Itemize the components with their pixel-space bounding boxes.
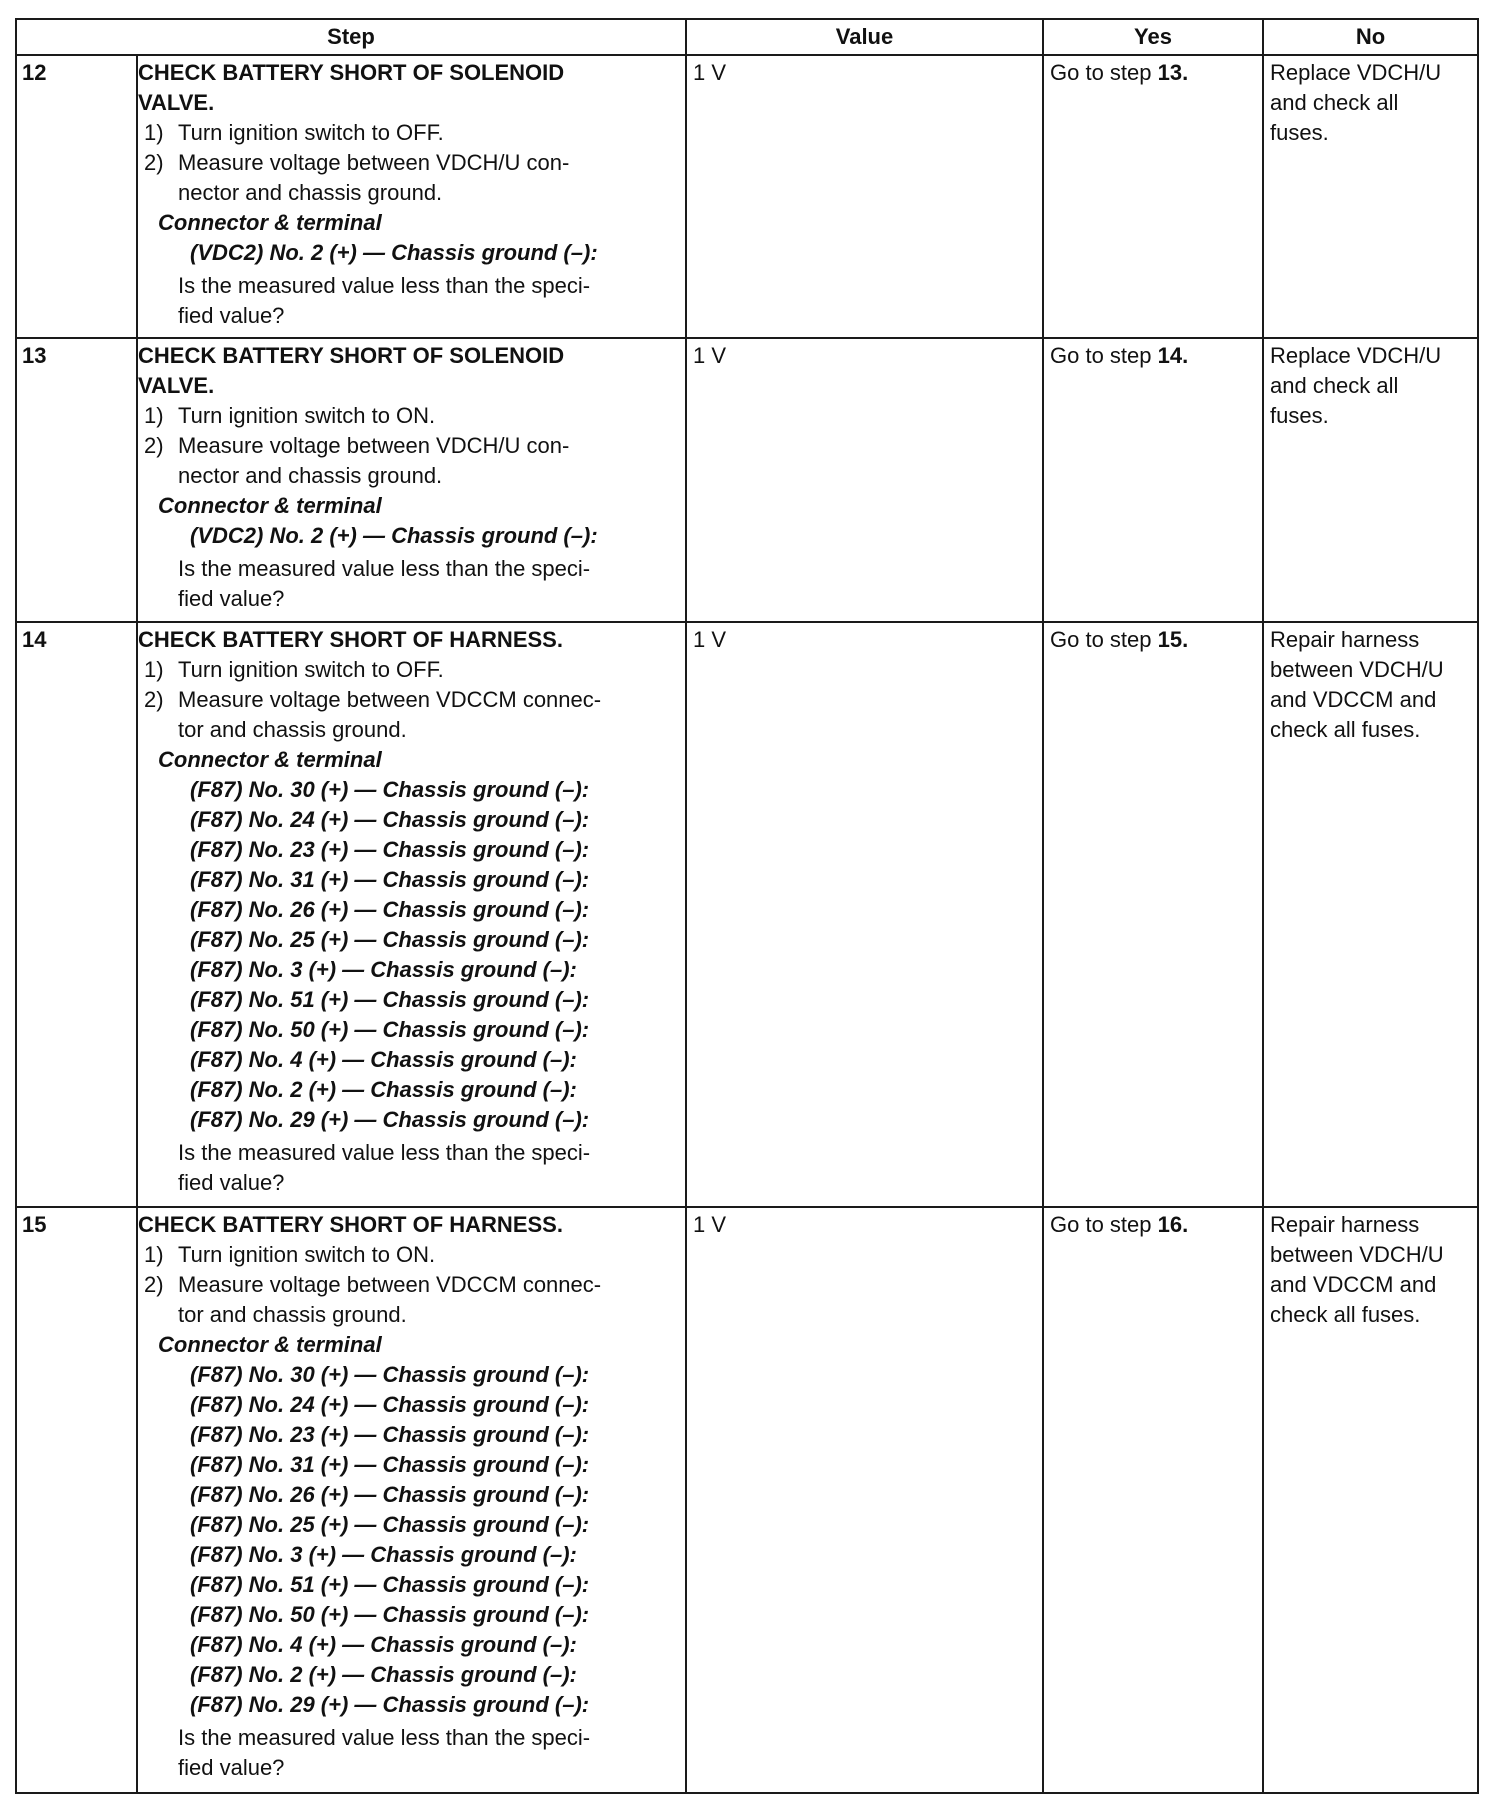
connector-terminal-line: (F87) No. 51 (+) — Chassis ground (–):	[190, 986, 590, 1012]
no-action-line: and check all	[1270, 90, 1399, 115]
procedure-line: tor and chassis ground.	[178, 716, 407, 742]
no-action-line: between VDCH/U	[1270, 656, 1444, 682]
no-action	[1263, 55, 1478, 338]
check-question-line: Is the measured value less than the speci-	[178, 1139, 591, 1165]
yes-action-text: Go to step	[1050, 60, 1158, 85]
check-question-line: fied value?	[178, 303, 285, 328]
connector-terminal-line: (F87) No. 26 (+) — Chassis ground (–):	[190, 1482, 590, 1508]
step-title: VALVE.	[138, 90, 215, 115]
no-action-line: Repair harness	[1270, 1212, 1420, 1238]
no-action-line: and VDCCM and	[1270, 1272, 1437, 1298]
connector-terminal-line: (F87) No. 23 (+) — Chassis ground (–):	[190, 1422, 590, 1448]
step-number: 14	[16, 622, 137, 1208]
header-no: No	[1263, 19, 1478, 55]
procedure-item	[138, 1270, 679, 1330]
no-action-line: Replace VDCH/U	[1270, 343, 1442, 369]
procedure-item	[138, 148, 679, 208]
connector-terminal-line: (F87) No. 26 (+) — Chassis ground (–):	[190, 896, 590, 922]
check-question-line: fied value?	[178, 1169, 285, 1195]
no-action	[1263, 338, 1478, 621]
no-action-line: check all fuses.	[1270, 716, 1421, 742]
no-action	[1263, 1207, 1478, 1793]
connector-heading: Connector & terminal	[158, 210, 382, 235]
header-step: Step	[16, 19, 686, 55]
procedure-line: nector and chassis ground.	[178, 463, 443, 489]
connector-terminal-line: (F87) No. 29 (+) — Chassis ground (–):	[190, 1692, 590, 1718]
no-action-line: and check all	[1270, 373, 1399, 399]
yes-step-reference: 15.	[1157, 626, 1189, 652]
step-row	[16, 1207, 1478, 1793]
diagnostic-table	[15, 18, 1479, 1794]
connector-terminal-line: (F87) No. 30 (+) — Chassis ground (–):	[190, 1362, 590, 1388]
check-question	[138, 1720, 679, 1783]
connector-terminal-line: (F87) No. 4 (+) — Chassis ground (–):	[190, 1632, 577, 1658]
step-row	[16, 55, 1478, 338]
step-title: CHECK BATTERY SHORT OF SOLENOID	[138, 60, 565, 85]
connector-terminal-line: (F87) No. 4 (+) — Chassis ground (–):	[190, 1046, 577, 1072]
connector-terminal-line: (F87) No. 30 (+) — Chassis ground (–):	[190, 776, 590, 802]
connector-terminal-line: (F87) No. 3 (+) — Chassis ground (–):	[190, 1542, 577, 1568]
no-action-line: fuses.	[1270, 120, 1329, 145]
header-yes: Yes	[1043, 19, 1263, 55]
procedure-item-number: 1)	[144, 1242, 164, 1268]
yes-action-text: Go to step	[1050, 343, 1158, 369]
check-question-line: Is the measured value less than the speci-	[178, 1725, 591, 1751]
no-action-line: check all fuses.	[1270, 1302, 1421, 1328]
step-description	[137, 55, 686, 338]
spec-value: 1 V	[686, 338, 1043, 621]
check-question	[138, 551, 679, 614]
connector-terminal-line: (VDC2) No. 2 (+) — Chassis ground (–):	[190, 523, 598, 549]
yes-step-reference: 16.	[1157, 1212, 1189, 1238]
connector-terminal-line: (F87) No. 31 (+) — Chassis ground (–):	[190, 1452, 590, 1478]
no-action-line: Repair harness	[1270, 626, 1420, 652]
connector-terminal-line: (F87) No. 51 (+) — Chassis ground (–):	[190, 1572, 590, 1598]
check-question-line: fied value?	[178, 1755, 285, 1781]
spec-value: 1 V	[686, 622, 1043, 1208]
procedure-line: Turn ignition switch to OFF.	[178, 120, 444, 145]
step-row	[16, 338, 1478, 621]
procedure-line: Turn ignition switch to ON.	[178, 1242, 436, 1268]
procedure-item-text	[178, 118, 679, 148]
procedure-item-number: 1)	[144, 403, 164, 429]
procedure-item-text	[178, 655, 679, 685]
check-question-line: Is the measured value less than the speci-	[178, 556, 591, 582]
yes-action-text: Go to step	[1050, 626, 1158, 652]
yes-action	[1043, 55, 1263, 338]
connector-terminal-line: (F87) No. 50 (+) — Chassis ground (–):	[190, 1016, 590, 1042]
procedure-line: Measure voltage between VDCCM connec-	[178, 1272, 602, 1298]
connector-heading: Connector & terminal	[158, 493, 382, 519]
connector-terminal-line: (F87) No. 50 (+) — Chassis ground (–):	[190, 1602, 590, 1628]
yes-action	[1043, 338, 1263, 621]
check-question	[138, 1135, 679, 1198]
yes-step-reference: 14.	[1157, 343, 1189, 369]
procedure-item	[138, 118, 679, 148]
yes-action	[1043, 1207, 1263, 1793]
connector-terminal-line: (F87) No. 25 (+) — Chassis ground (–):	[190, 926, 590, 952]
procedure-item	[138, 1240, 679, 1270]
procedure-item-number: 2)	[144, 433, 164, 459]
connector-terminal-line: (F87) No. 2 (+) — Chassis ground (–):	[190, 1662, 577, 1688]
check-question-line: Is the measured value less than the speci-	[178, 273, 591, 298]
header-value: Value	[686, 19, 1043, 55]
yes-step-reference: 13.	[1157, 60, 1189, 85]
procedure-item-text	[178, 148, 679, 208]
step-title: CHECK BATTERY SHORT OF SOLENOID	[138, 343, 565, 369]
step-row	[16, 622, 1478, 1208]
procedure-item-number: 1)	[144, 656, 164, 682]
spec-value: 1 V	[686, 55, 1043, 338]
procedure-item-text	[178, 1240, 679, 1270]
connector-terminal-line: (F87) No. 25 (+) — Chassis ground (–):	[190, 1512, 590, 1538]
procedure-item-number: 2)	[144, 150, 164, 175]
step-description	[137, 338, 686, 621]
step-title: VALVE.	[138, 373, 215, 399]
step-description	[137, 622, 686, 1208]
connector-terminal-line: (F87) No. 3 (+) — Chassis ground (–):	[190, 956, 577, 982]
header-row	[16, 19, 1478, 55]
step-title: CHECK BATTERY SHORT OF HARNESS.	[138, 1212, 563, 1238]
check-question-line: fied value?	[178, 586, 285, 612]
procedure-item	[138, 655, 679, 685]
procedure-item	[138, 685, 679, 745]
step-number: 12	[16, 55, 137, 338]
no-action-line: fuses.	[1270, 403, 1329, 429]
procedure-item-text	[178, 401, 679, 431]
procedure-line: Measure voltage between VDCH/U con-	[178, 433, 570, 459]
procedure-item-text	[178, 685, 679, 745]
procedure-line: tor and chassis ground.	[178, 1302, 407, 1328]
no-action-line: between VDCH/U	[1270, 1242, 1444, 1268]
procedure-item	[138, 431, 679, 491]
no-action	[1263, 622, 1478, 1208]
procedure-item-number: 1)	[144, 120, 164, 145]
no-action-line: and VDCCM and	[1270, 686, 1437, 712]
connector-heading: Connector & terminal	[158, 746, 382, 772]
procedure-item	[138, 401, 679, 431]
connector-terminal-line: (F87) No. 24 (+) — Chassis ground (–):	[190, 806, 590, 832]
connector-terminal-line: (F87) No. 23 (+) — Chassis ground (–):	[190, 836, 590, 862]
connector-terminal-line: (VDC2) No. 2 (+) — Chassis ground (–):	[190, 240, 598, 265]
spec-value: 1 V	[686, 1207, 1043, 1793]
yes-action	[1043, 622, 1263, 1208]
check-question	[138, 268, 679, 331]
step-description	[137, 1207, 686, 1793]
connector-terminal-line: (F87) No. 24 (+) — Chassis ground (–):	[190, 1392, 590, 1418]
procedure-item-number: 2)	[144, 1272, 164, 1298]
procedure-item-number: 2)	[144, 686, 164, 712]
yes-action-text: Go to step	[1050, 1212, 1158, 1238]
no-action-line: Replace VDCH/U	[1270, 60, 1442, 85]
procedure-line: Turn ignition switch to OFF.	[178, 656, 444, 682]
connector-terminal-line: (F87) No. 2 (+) — Chassis ground (–):	[190, 1076, 577, 1102]
step-title: CHECK BATTERY SHORT OF HARNESS.	[138, 626, 563, 652]
connector-terminal-line: (F87) No. 31 (+) — Chassis ground (–):	[190, 866, 590, 892]
procedure-line: Measure voltage between VDCH/U con-	[178, 150, 570, 175]
connector-heading: Connector & terminal	[158, 1332, 382, 1358]
procedure-item-text	[178, 1270, 679, 1330]
step-number: 15	[16, 1207, 137, 1793]
procedure-line: nector and chassis ground.	[178, 180, 443, 205]
connector-terminal-line: (F87) No. 29 (+) — Chassis ground (–):	[190, 1106, 590, 1132]
step-number: 13	[16, 338, 137, 621]
procedure-line: Measure voltage between VDCCM connec-	[178, 686, 602, 712]
procedure-item-text	[178, 431, 679, 491]
procedure-line: Turn ignition switch to ON.	[178, 403, 436, 429]
